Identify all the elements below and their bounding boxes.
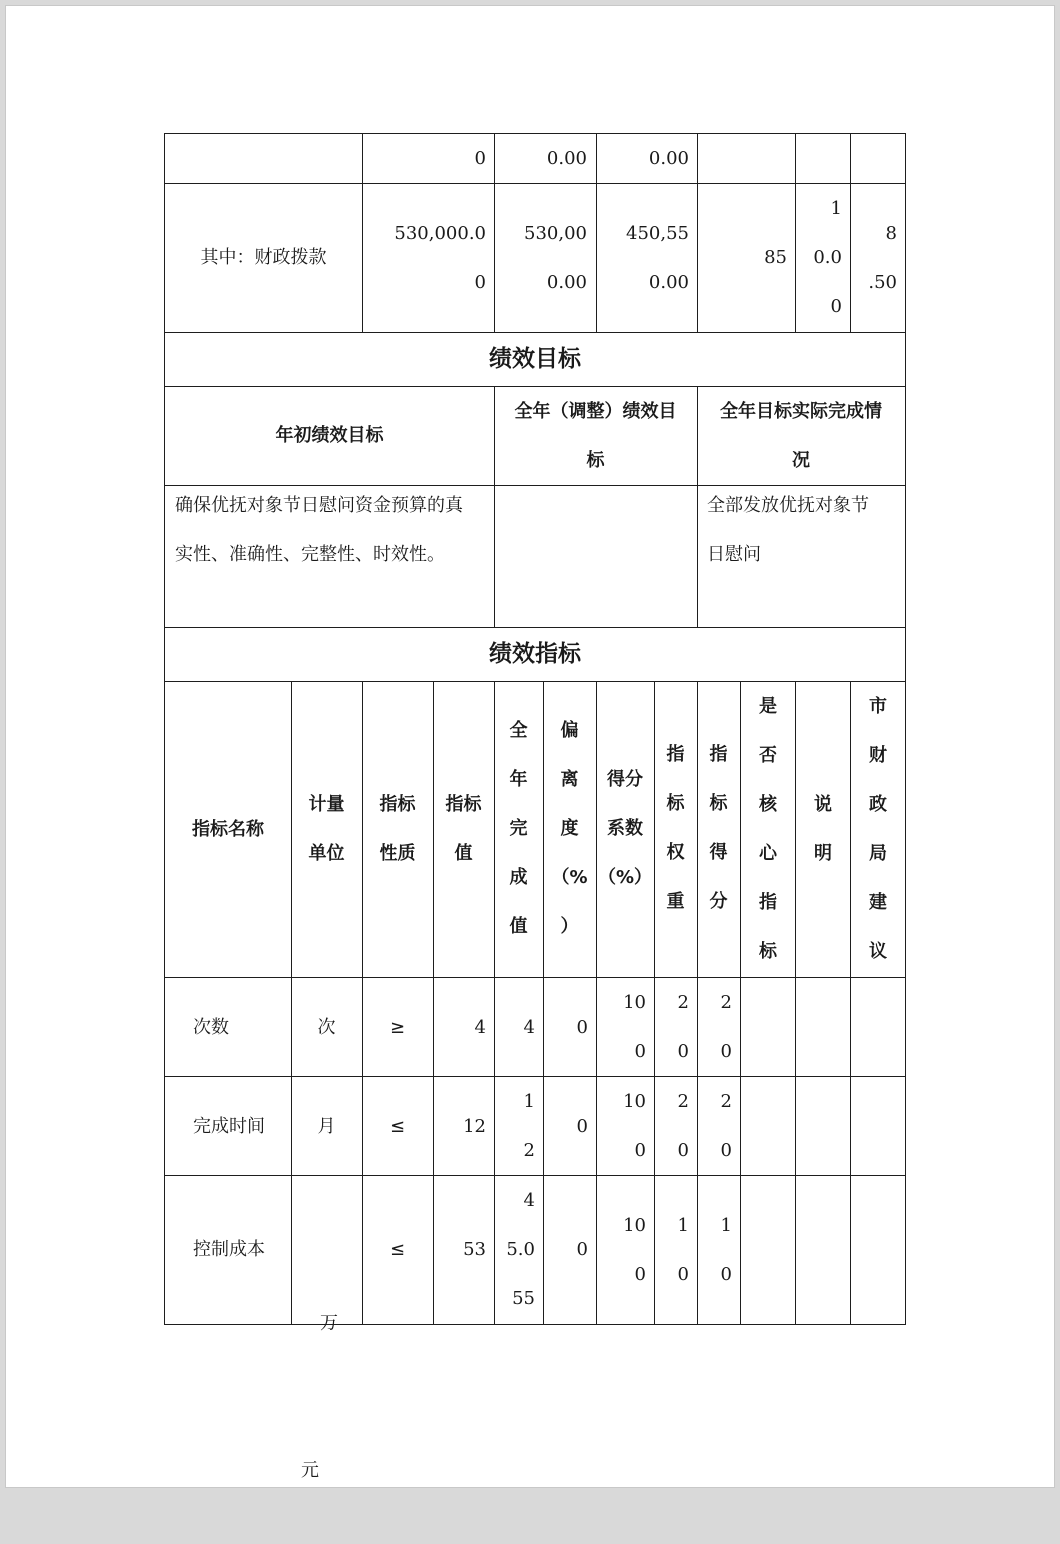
indicator-row-score: 2 0 xyxy=(720,992,732,1062)
indicator-row-nature: ≥ xyxy=(389,1017,406,1038)
indicator-row-value: 12 xyxy=(463,1116,486,1137)
indicator-row-actual: 1 2 xyxy=(523,1091,535,1161)
indicator-row-value: 53 xyxy=(463,1239,486,1260)
indicator-row-name: 次数 xyxy=(193,1017,229,1038)
indicator-row-actual: 4 5.0 55 xyxy=(506,1190,535,1309)
indicator-row-deviation: 0 xyxy=(576,1239,588,1260)
indicator-row-coef: 10 0 xyxy=(623,992,646,1062)
indicator-row-score: 1 0 xyxy=(720,1215,732,1285)
indicator-row-nature: ≤ xyxy=(389,1239,406,1260)
funding-row1-v1: 0 xyxy=(474,148,486,169)
header-score-coefficient: 得分 系数 （%） xyxy=(597,769,653,888)
header-adjusted-goal: 全年（调整）绩效目 标 xyxy=(514,401,677,471)
indicator-row-unit-line1: 万 xyxy=(320,1313,338,1334)
funding-row2-v5: 1 0.0 0 xyxy=(813,198,842,317)
header-indicator-name: 指标名称 xyxy=(192,819,264,840)
goals-section-title: 绩效目标 xyxy=(489,346,581,372)
header-deviation: 偏 离 度 （% ） xyxy=(551,720,588,937)
funding-row2-v3: 450,55 0.00 xyxy=(626,223,689,293)
indicator-row-name: 控制成本 xyxy=(193,1239,265,1260)
indicator-row-deviation: 0 xyxy=(576,1017,588,1038)
indicator-row-weight: 1 0 xyxy=(677,1215,689,1285)
adjusted-goal-text xyxy=(494,481,697,621)
header-finance-advice: 市 财 政 局 建 议 xyxy=(869,696,887,962)
funding-row1-v2: 0.00 xyxy=(546,148,587,169)
indicator-row-weight: 2 0 xyxy=(677,1091,689,1161)
header-initial-goal: 年初绩效目标 xyxy=(275,425,384,446)
indicator-row-nature: ≤ xyxy=(389,1116,406,1137)
funding-row2-v4: 85 xyxy=(764,247,787,268)
header-note: 说 明 xyxy=(814,794,832,864)
indicator-row-unit: 月 xyxy=(317,1116,336,1137)
indicator-row-weight: 2 0 xyxy=(677,992,689,1062)
header-target-value: 指标 值 xyxy=(445,794,482,864)
funding-label-fiscal: 其中：财政拨款 xyxy=(200,247,327,268)
header-indicator-score: 指 标 得 分 xyxy=(709,744,728,912)
indicator-row-name: 完成时间 xyxy=(193,1116,265,1137)
indicator-row-score: 2 0 xyxy=(720,1091,732,1161)
funding-row2-v6: 8 .50 xyxy=(868,223,897,293)
indicator-row-unit-line2: 元 xyxy=(301,1460,319,1481)
funding-row2-v2: 530,00 0.00 xyxy=(524,223,587,293)
indicator-row-value: 4 xyxy=(474,1017,486,1038)
header-actual-completion: 全年目标实际完成情 况 xyxy=(720,401,882,471)
header-weight: 指 标 权 重 xyxy=(666,744,685,912)
funding-row2-v1: 530,000.0 0 xyxy=(394,223,486,293)
indicator-row-coef: 10 0 xyxy=(623,1091,646,1161)
indicators-section-title: 绩效指标 xyxy=(489,641,581,667)
header-core-indicator: 是 否 核 心 指 标 xyxy=(759,696,777,962)
indicator-row-unit xyxy=(291,1201,362,1481)
table-rule xyxy=(905,133,906,1325)
indicator-row-unit: 次 xyxy=(317,1017,336,1038)
header-actual-value: 全 年 完 成 值 xyxy=(509,720,528,937)
indicator-row-coef: 10 0 xyxy=(623,1215,646,1285)
header-nature: 指标 性质 xyxy=(379,794,416,864)
actual-completion-text: 全部发放优抚对象节 日慰问 xyxy=(707,495,869,565)
indicator-row-actual: 4 xyxy=(523,1017,535,1038)
initial-goal-text: 确保优抚对象节日慰问资金预算的真 实性、准确性、完整性、时效性。 xyxy=(175,495,463,565)
header-unit: 计量 单位 xyxy=(308,794,345,864)
indicator-row-deviation: 0 xyxy=(576,1116,588,1137)
funding-row1-v3: 0.00 xyxy=(648,148,689,169)
